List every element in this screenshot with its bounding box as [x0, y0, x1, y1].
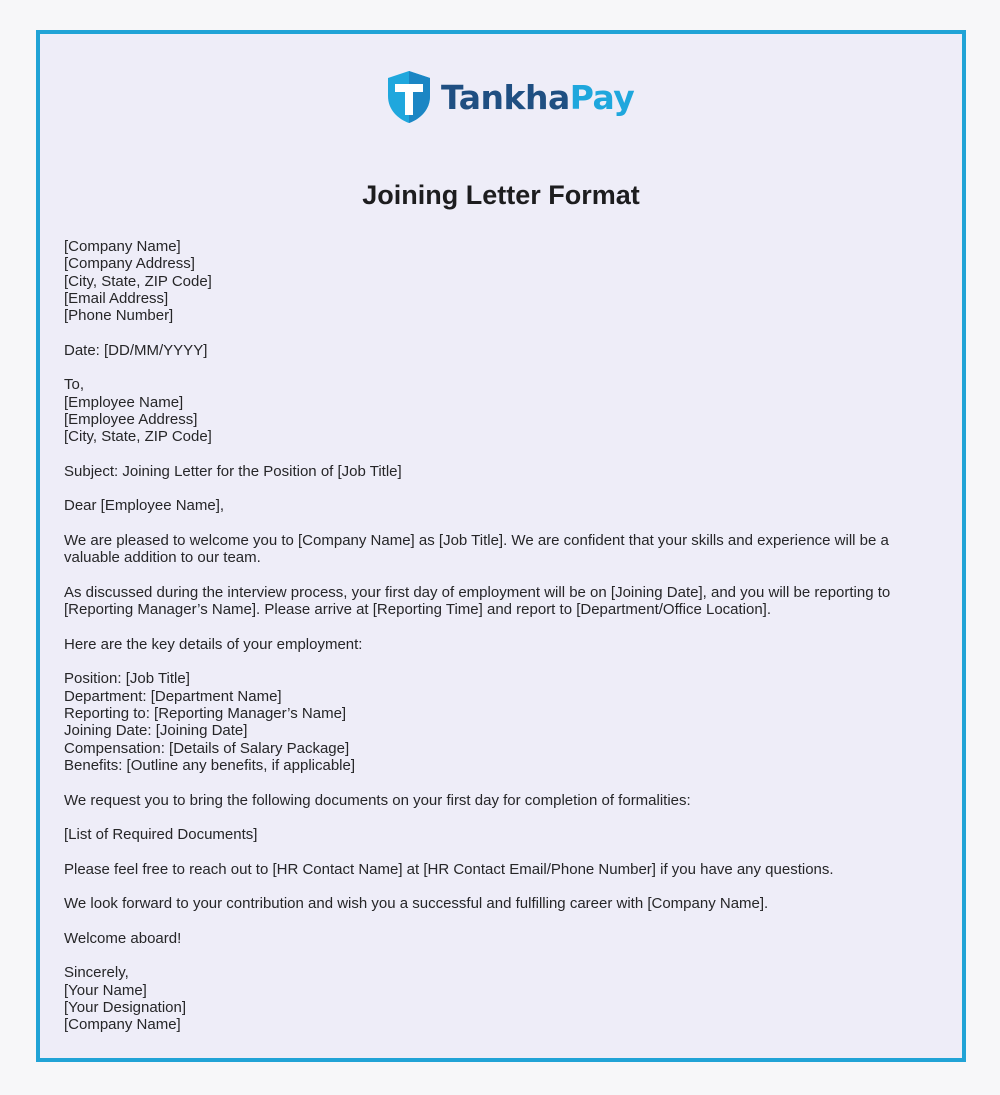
detail-benefits: Benefits: [Outline any benefits, if applicable]	[64, 756, 356, 774]
letter-frame	[36, 30, 966, 1062]
brand-name-part1: Tankha	[441, 77, 570, 117]
recipient-employee-address: [Employee Address]	[64, 410, 198, 428]
employment-details-list	[64, 670, 934, 774]
detail-compensation: Compensation: [Details of Salary Package]	[64, 739, 350, 757]
recipient-to: To,	[64, 376, 85, 394]
signature-designation: [Your Designation]	[64, 999, 187, 1017]
sender-phone: [Phone Number]	[64, 307, 174, 325]
shield-t-icon	[385, 69, 433, 125]
detail-position: Position: [Job Title]	[64, 670, 190, 688]
first-day-paragraph-line-1: As discussed during the interview process, your first day of employment will be on [Joining Date], and you will be reporting to	[64, 583, 891, 601]
welcome-paragraph-line-2: valuable addition to our team.	[64, 549, 261, 567]
sender-company-name: [Company Name]	[64, 238, 181, 255]
contact-line: Please feel free to reach out to [HR Contact Name] at [HR Contact Email/Phone Number] if you have any questions.	[64, 860, 834, 878]
signature-closing: Sincerely,	[64, 964, 129, 982]
sender-block	[64, 238, 934, 324]
sender-company-address: [Company Address]	[64, 255, 195, 273]
letter-body	[64, 238, 934, 1051]
salutation: Dear [Employee Name],	[64, 497, 225, 515]
brand-name	[441, 77, 635, 117]
detail-department: Department: [Department Name]	[64, 687, 282, 705]
signature-name: [Your Name]	[64, 981, 147, 999]
welcome-paragraph	[64, 532, 934, 567]
sender-email: [Email Address]	[64, 289, 169, 307]
subject-line: Subject: Joining Letter for the Position of [Job Title]	[64, 462, 402, 480]
date-line: Date: [DD/MM/YYYY]	[64, 341, 208, 359]
recipient-employee-name: [Employee Name]	[64, 393, 184, 411]
first-day-paragraph-line-2: [Reporting Manager’s Name]. Please arrive at [Reporting Time] and report to [Department/Office Location].	[64, 601, 772, 619]
documents-list: [List of Required Documents]	[64, 826, 258, 844]
brand-name-part2: Pay	[569, 77, 635, 117]
welcome-paragraph-line-1: We are pleased to welcome you to [Company Name] as [Job Title]. We are confident that your skills and experience will be a	[64, 532, 889, 550]
recipient-block	[64, 376, 934, 445]
welcome-aboard: Welcome aboard!	[64, 929, 182, 947]
detail-reporting-to: Reporting to: [Reporting Manager’s Name]	[64, 705, 347, 723]
first-day-paragraph	[64, 584, 934, 619]
sender-city-state-zip: [City, State, ZIP Code]	[64, 272, 212, 290]
signature-company: [Company Name]	[64, 1016, 181, 1034]
brand-logo	[385, 67, 634, 127]
signature-block	[64, 964, 934, 1033]
document-title: Joining Letter Format	[362, 180, 640, 210]
closing-wish: We look forward to your contribution and wish you a successful and fulfilling career with [Company Name].	[64, 895, 769, 913]
documents-request: We request you to bring the following documents on your first day for completion of formalities:	[64, 791, 691, 809]
detail-joining-date: Joining Date: [Joining Date]	[64, 722, 248, 740]
details-intro: Here are the key details of your employment:	[64, 635, 363, 653]
recipient-city-state-zip: [City, State, ZIP Code]	[64, 428, 212, 446]
